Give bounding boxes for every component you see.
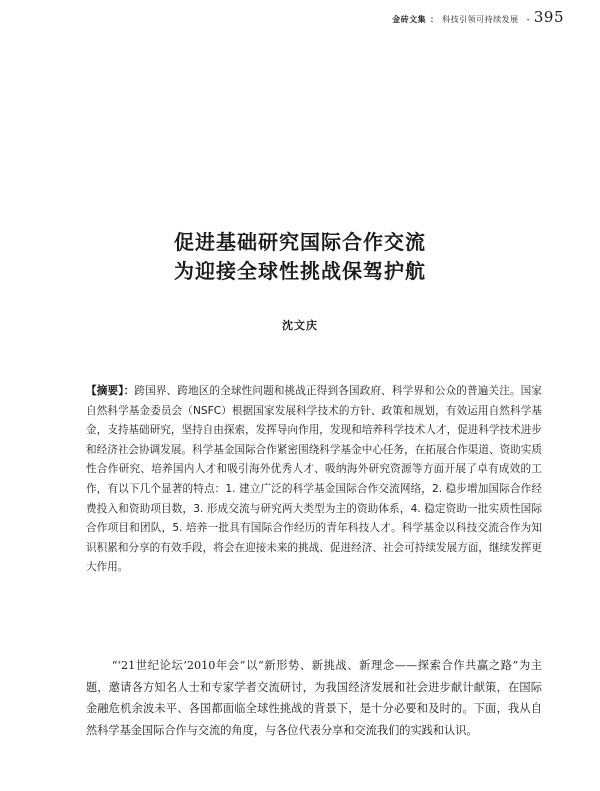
title-line-2: 为迎接全球性挑战保驾护航 bbox=[174, 259, 426, 283]
body-paragraph: “‘21世纪论坛’2010年会”以“新形势、新挑战、新理念——探索合作共赢之路”为主题，邀请各方知名人士和专家学者交流研讨，为我国经济发展和社会进步献计献策，在国际金融危机余波未平、各国都面临全球性挑战的背景下，是十分必要和及时的。下面，我从自然科学基金国际合作与交流的角度，与各位代表分享和交流我们的实践和认识。 bbox=[86, 659, 542, 737]
running-header-separator: ： bbox=[430, 15, 439, 24]
running-header-series: 金砖文集 bbox=[392, 15, 427, 24]
article-title bbox=[0, 228, 600, 286]
page-number: 395 bbox=[533, 8, 564, 26]
running-header-dash: - bbox=[526, 15, 530, 25]
abstract-text: 跨国界、跨地区的全球性问题和挑战正得到各国政府、科学界和公众的普遍关注。国家自然科学基金委员会（NSFC）根据国家发展科学技术的方针、政策和规划，有效运用自然科学基金，支持基础研究，坚持自由探索，发挥导向作用，发现和培养科学技术人才，促进科学技术进步和经济社会协调发展。科学基金国际合作紧密围绕科学基金中心任务，在拓展合作渠道、资助实质性合作研究、培养国内人才和吸引海外优秀人才、吸纳海外研究资源等方面开展了卓有成效的工作，有以下几个显著的特点：1. 建立广泛的科学基金国际合作交流网络，2. 稳步增加国际合作经费投入和资助项目数，3. 形成交流与研究两大类型为主的资助体系，4. 稳定资助一批实质性国际合作项目和团队，5. 培养一批具有国际合作经历的青年科技人才。科学基金以科技交流合作为知识积累和分享的有效手段，将会在迎接未来的挑战、促进经济、社会可持续发展方面，继续发挥更大作用。 bbox=[86, 385, 542, 574]
abstract bbox=[86, 382, 542, 578]
running-header-theme: 科技引领可持续发展 bbox=[442, 15, 519, 24]
title-line-1: 促进基础研究国际合作交流 bbox=[174, 230, 426, 254]
running-header bbox=[392, 8, 564, 26]
author-name: 沈文庆 bbox=[282, 319, 318, 332]
abstract-label: 【摘要】： bbox=[86, 385, 135, 397]
